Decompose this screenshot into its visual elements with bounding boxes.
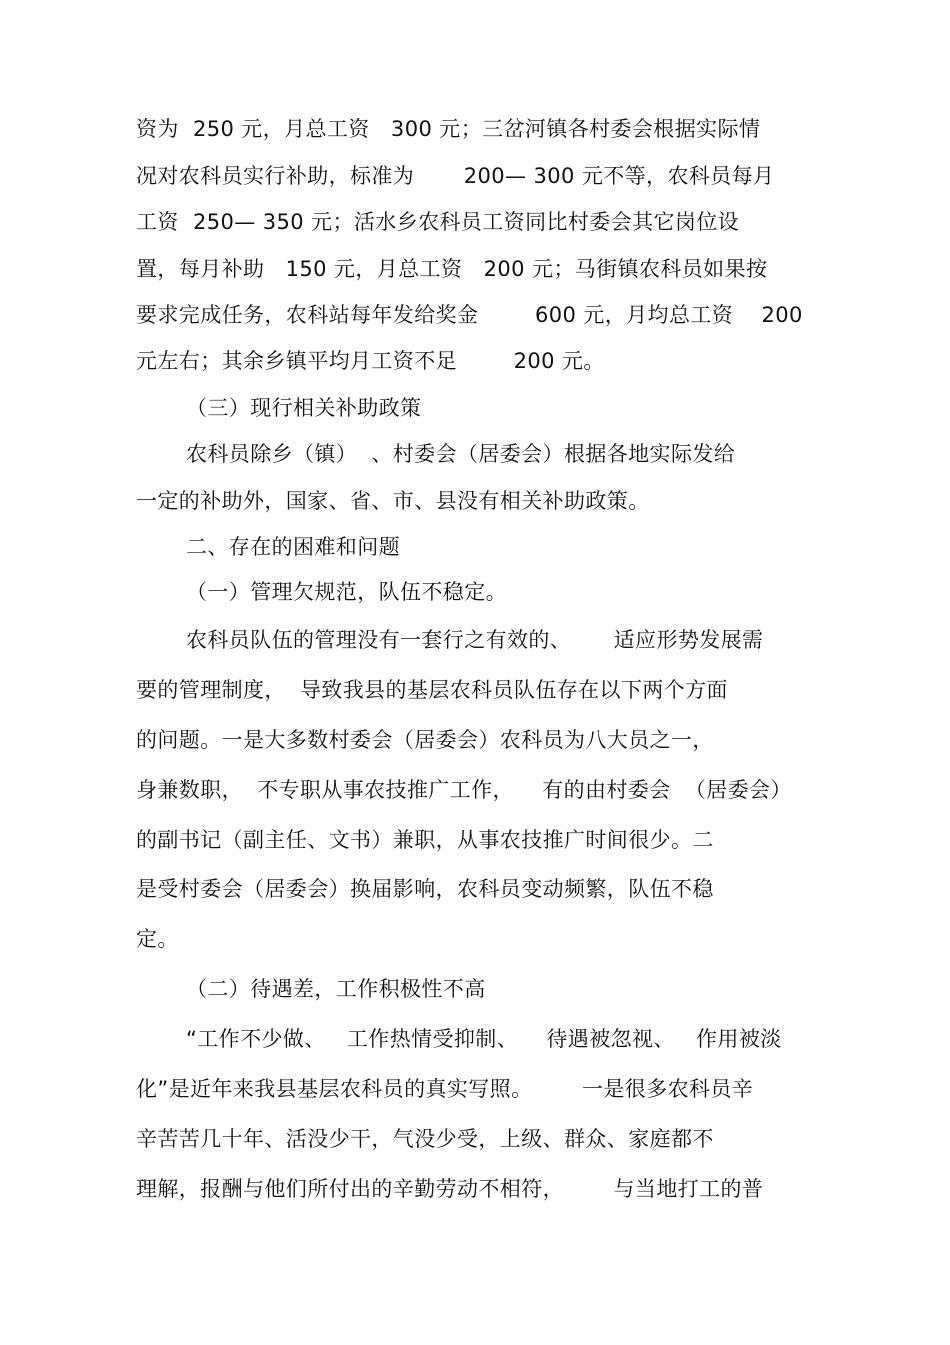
text-line: 况对农科员实行补助，标准为 200— 300 元不等，农科员每月	[136, 164, 775, 188]
text-line: 农科员队伍的管理没有一套行之有效的、 适应形势发展需	[186, 628, 764, 652]
text-line: 要求完成任务，农科站每年发给奖金 600 元，月均总工资 200	[136, 303, 803, 327]
text-line: 置，每月补助 150 元，月总工资 200 元；马街镇农科员如果按	[136, 257, 768, 281]
text-line: 定。	[136, 927, 179, 951]
text-line: 理解，报酬与他们所付出的辛勤劳动不相符， 与当地打工的普	[136, 1177, 764, 1201]
text-line: 农科员除乡（镇） 、村委会（居委会）根据各地实际发给	[186, 442, 736, 466]
subsection-heading: （二）待遇差，工作积极性不高	[186, 977, 486, 1001]
section-heading: 二、存在的困难和问题	[186, 535, 400, 559]
subsection-heading: （一）管理欠规范，队伍不稳定。	[186, 580, 507, 604]
text-line: 元左右；其余乡镇平均月工资不足 200 元。	[136, 349, 605, 373]
text-line: 的问题。一是大多数村委会（居委会）农科员为八大员之一，	[136, 728, 714, 752]
text-line: 身兼数职， 不专职从事农技推广工作， 有的由村委会 （居委会）	[136, 778, 792, 802]
text-line: 资为 250 元，月总工资 300 元；三岔河镇各村委会根据实际情	[136, 117, 761, 141]
text-line: 的副书记（副主任、文书）兼职，从事农技推广时间很少。二	[136, 828, 714, 852]
text-line: 一定的补助外，国家、省、市、县没有相关补助政策。	[136, 489, 650, 513]
text-line: “工作不少做、 工作热情受抑制、 待遇被忽视、 作用被淡	[186, 1027, 782, 1051]
text-line: 化”是近年来我县基层农科员的真实写照。 一是很多农科员辛	[136, 1077, 754, 1101]
text-line: 辛苦苦几十年、活没少干，气没少受，上级、群众、家庭都不	[136, 1127, 714, 1151]
text-line: 是受村委会（居委会）换届影响，农科员变动频繁，队伍不稳	[136, 877, 714, 901]
text-line: 工资 250— 350 元；活水乡农科员工资同比村委会其它岗位设	[136, 210, 740, 234]
text-line: 要的管理制度， 导致我县的基层农科员队伍存在以下两个方面	[136, 678, 728, 702]
section-heading: （三）现行相关补助政策	[186, 396, 422, 420]
